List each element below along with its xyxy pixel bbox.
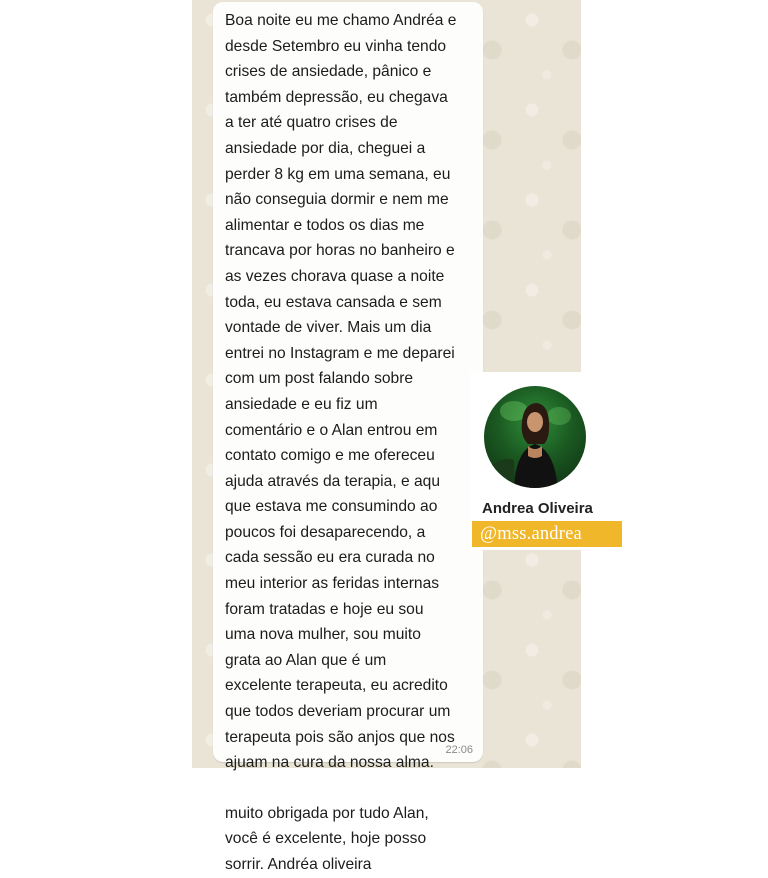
message-timestamp: 22:06 [445, 744, 473, 756]
profile-name: Andrea Oliveira [482, 500, 593, 517]
message-paragraph-1: Boa noite eu me chamo Andréa e desde Setembro eu vinha tendo crises de ansiedade, pânico e também depressão, eu chegava a ter até quatro crises de ansiedade por dia, cheguei a perder 8 kg em uma semana, eu não conseguia dormir e nem me alimentar e todos os dias me trancava por horas no banheiro e as vezes chorava quase a noite toda, eu estava cansada e sem vontade de viver. Mais um dia entrei no Instagram e me deparei com um post falando sobre ansiedade e eu fiz um comentário e o Alan entrou em contato comigo e me ofereceu ajuda através da terapia, e aqu que estava me consumindo ao poucos foi desaparecendo, a cada sessão eu era curada no meu interior as feridas internas foram tratadas e hoje eu sou uma nova mulher, sou muito grata ao Alan que é um excelente terapeuta, eu acredito que todos deveriam procurar um terapeuta pois são anjos que nos ajuam na cura da nossa alma. [225, 12, 457, 772]
message-paragraph-2: muito obrigada por tudo Alan, você é excelente, hoje posso sorrir. Andréa oliveira [225, 804, 429, 873]
avatar [484, 386, 586, 488]
avatar-photo-icon [484, 386, 586, 488]
instagram-handle: @mss.andrea [480, 524, 582, 544]
message-bubble[interactable] [213, 2, 483, 873]
instagram-handle-tag[interactable] [472, 521, 622, 547]
